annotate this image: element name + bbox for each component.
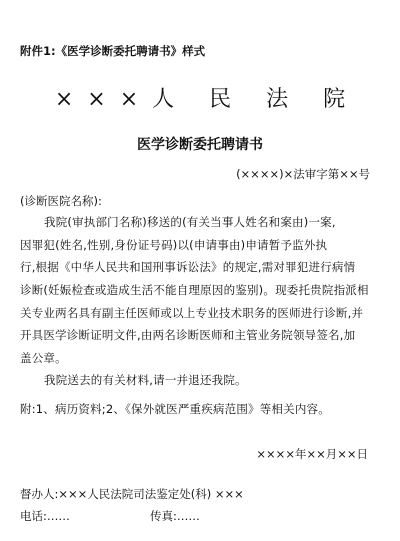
body-line-8: 我院送去的有关材料,请一并退还我院。: [44, 373, 247, 387]
document-title: 医学诊断委托聘请书: [137, 137, 263, 153]
phone-line: 电话:……: [20, 509, 70, 523]
body-line-1: 我院(审执部门名称)移送的(有关当事人姓名和案由)一案,: [44, 215, 336, 229]
attachment-label: 附件1:《医学诊断委托聘请书》样式: [20, 44, 206, 58]
body-line-4: 诊断(妊娠检查或造成生活不能自理原因的鉴别)。现委托贵院指派相: [20, 283, 369, 297]
handler-line: 督办人:×××人民法院司法鉴定处(科) ×××: [20, 487, 244, 501]
fax-line: 传真:……: [150, 509, 200, 523]
salutation: (诊断医院名称):: [20, 194, 102, 208]
document-date: ××××年××月××日: [256, 447, 368, 461]
attachments-note: 附:1、病历资料;2、《保外就医严重疾病范围》等相关内容。: [20, 402, 330, 416]
body-line-3: 行,根据《中华人民共和国刑事诉讼法》的规定,需对罪犯进行病情: [20, 260, 356, 274]
body-line-6: 开具医学诊断证明文件,由两名诊断医师和主管业务院领导签名,加: [20, 328, 356, 342]
body-line-5: 关专业两名具有副主任医师或以上专业技术职务的医师进行诊断,并: [20, 306, 364, 320]
court-name: ×××人 民 法 院: [54, 87, 360, 112]
body-line-2: 因罪犯(姓名,性别,身份证号码)以(申请事由)申请暂予监外执: [20, 238, 328, 252]
document-number: (××××)×法审字第××号: [236, 167, 370, 181]
body-line-7: 盖公章。: [20, 351, 67, 365]
